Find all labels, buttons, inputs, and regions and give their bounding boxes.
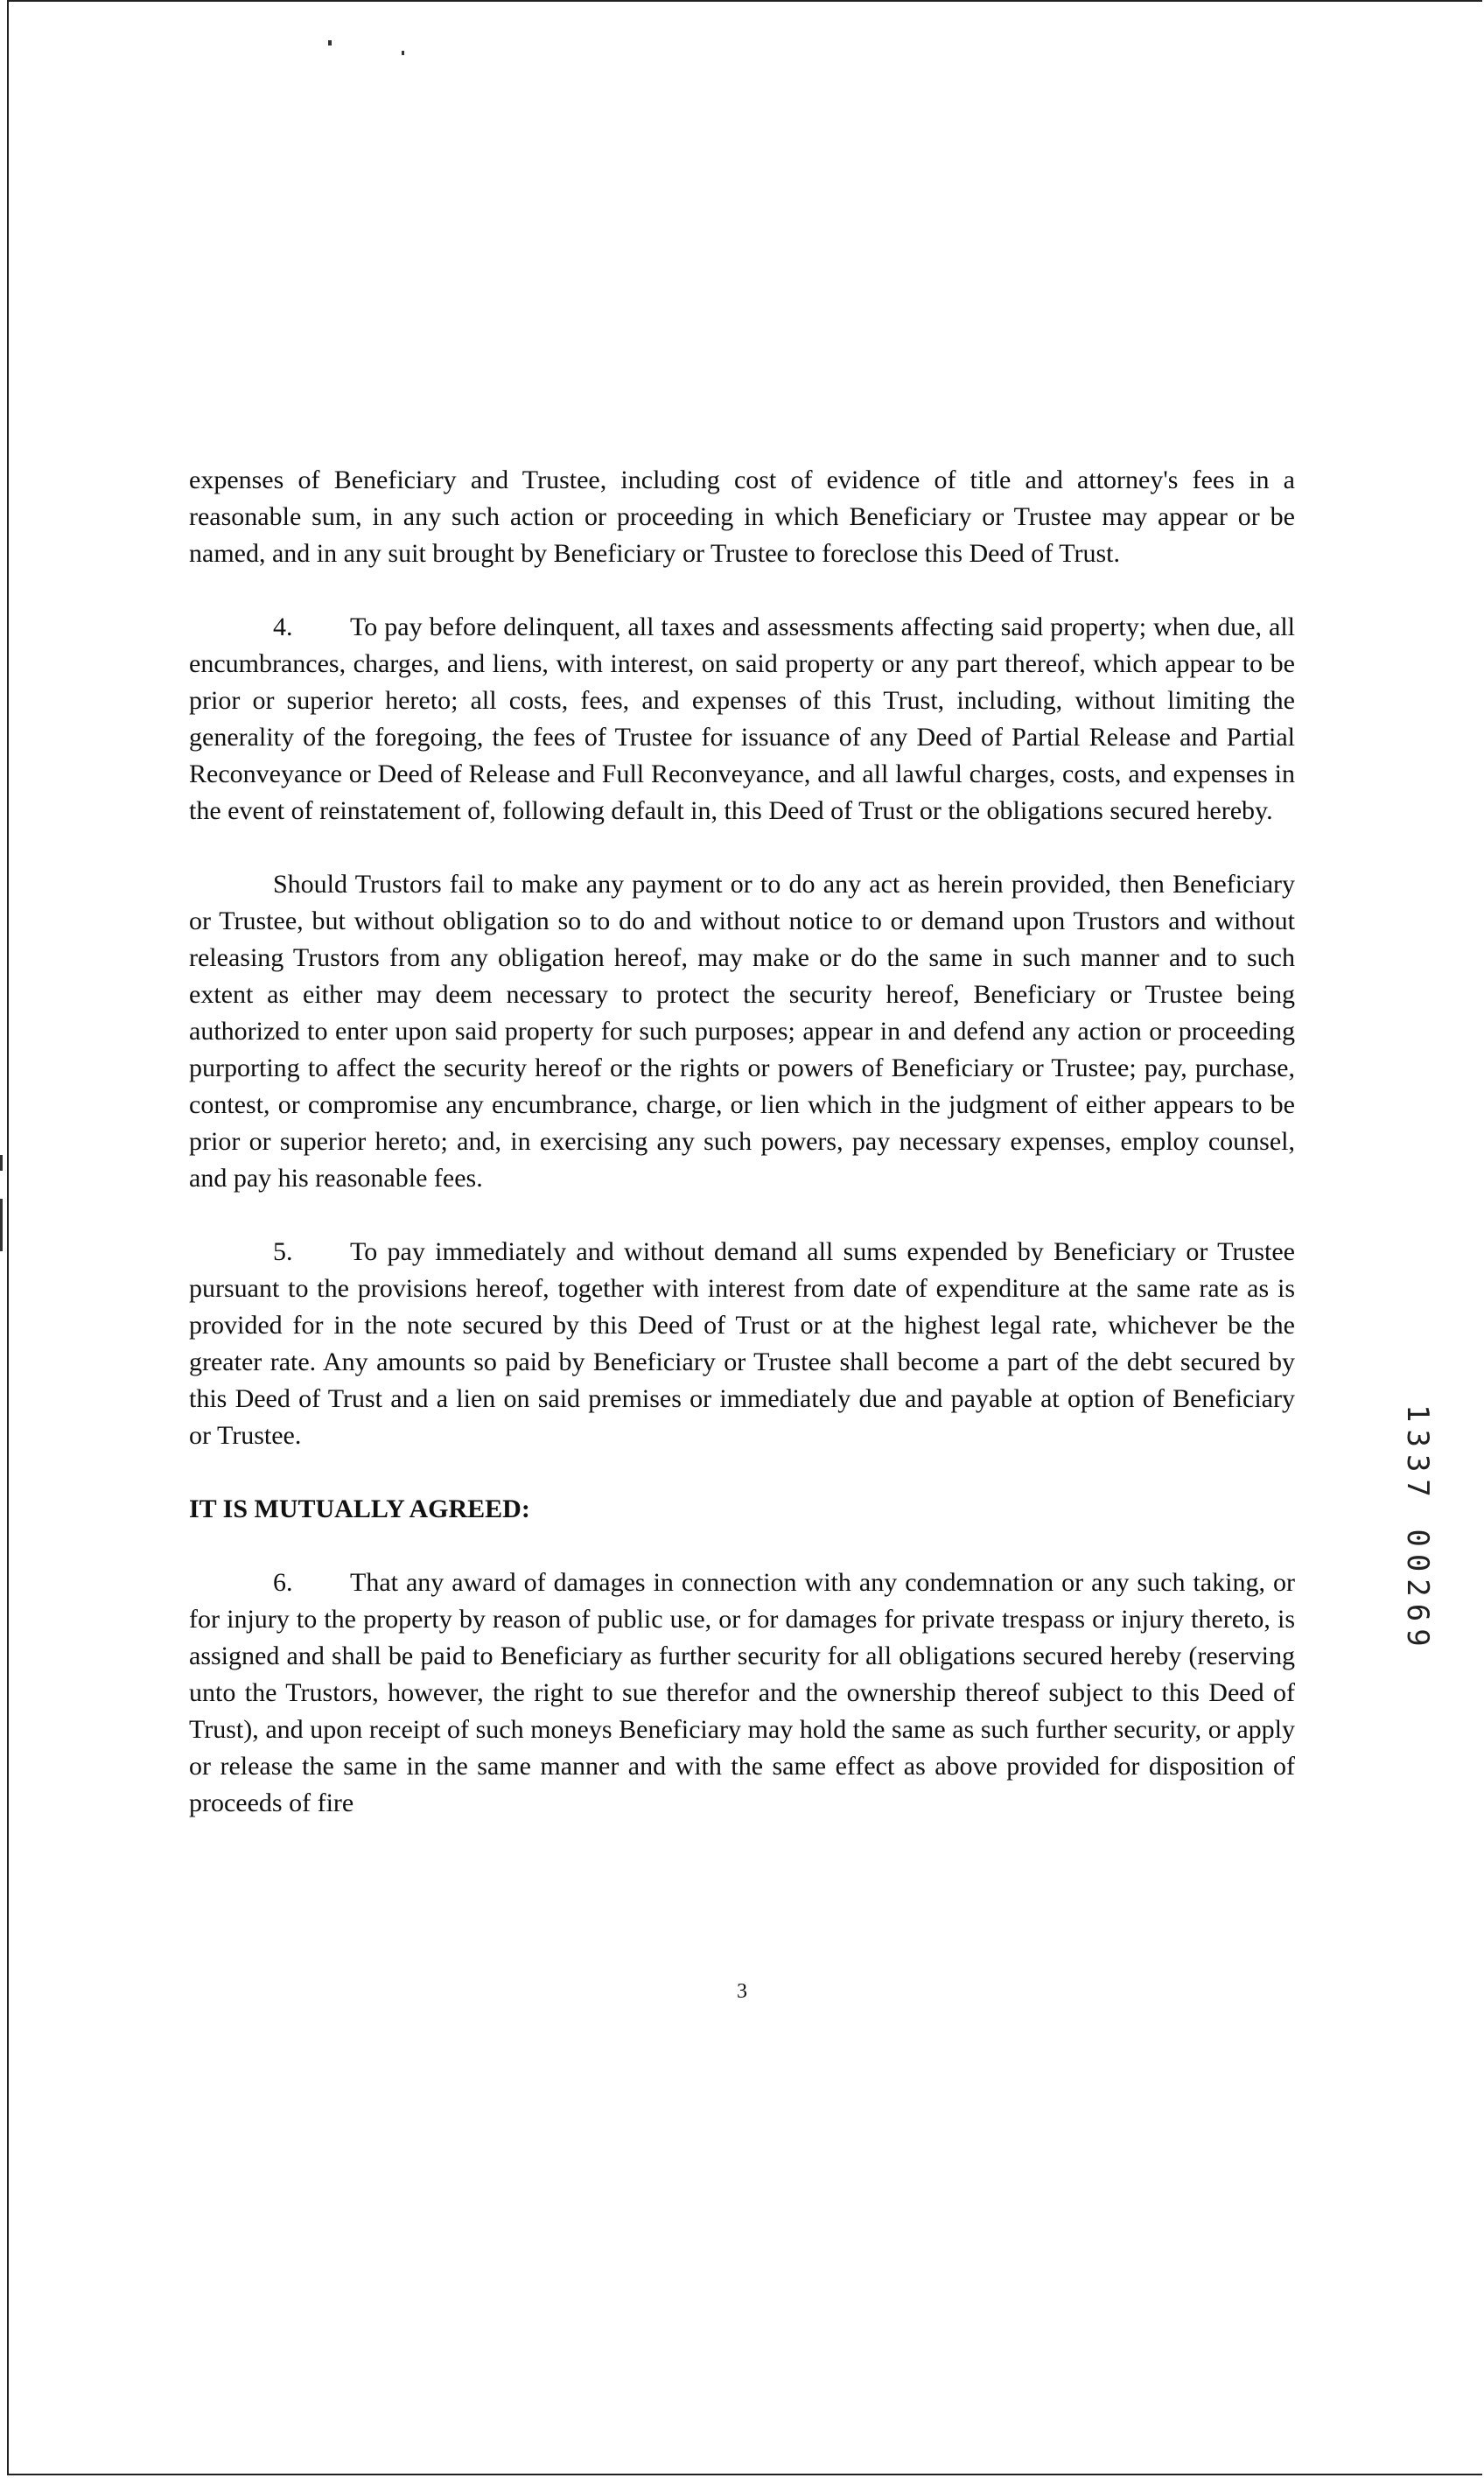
page-number: 3 (737, 1980, 747, 2003)
section-5-number: 5. (273, 1237, 293, 1266)
edge-mark (0, 1199, 3, 1251)
document-body (189, 462, 1295, 1858)
section-4-paragraph (189, 609, 1295, 830)
scan-speck (328, 40, 332, 46)
section-6-text: That any award of damages in connection with any condemnation or any such taking, or for injury to the property by reason of public use, or for damages for private trespass or injury thereto, is assigned and shall be paid to Beneficiary as further security for all obligations secured hereby (reserving unto the Trustors, however, the right to sue therefor and the ownership thereof subject to this Deed of Trust), and upon receipt of such moneys Beneficiary may hold the same as such further security, or apply or release the same in the same manner and with the same effect as above provided for disposition of proceeds of fire (189, 1568, 1295, 1817)
section-5-text: To pay immediately and without demand all sums expended by Beneficiary or Trustee pursuant to the provisions hereof, together with interest from date of expenditure at the same rate as is provided for in the note secured by this Deed of Trust or at the highest legal rate, whichever be the greater rate. Any amounts so paid by Beneficiary or Trustee shall become a part of the debt secured by this Deed of Trust and a lien on said premises or immediately due and payable at option of Beneficiary or Trustee. (189, 1237, 1295, 1450)
should-trustors-paragraph: Should Trustors fail to make any payment or to do any act as herein provided, then Beneficiary or Trustee, but without obligation so to do and without notice to or demand upon Trustors and without releasing Trustors from any obligation hereof, may make or do the same in such manner and to such extent as either may deem necessary to protect the security hereof, Beneficiary or Trustee being authorized to enter upon said property for such purposes; appear in and defend any action or proceeding purporting to affect the security hereof or the rights or powers of Beneficiary or Trustee; pay, purchase, contest, or compromise any encumbrance, charge, or lien which in the judgment of either appears to be prior or superior hereto; and, in exercising any such powers, pay necessary expenses, employ counsel, and pay his reasonable fees. (189, 870, 1295, 1193)
section-5-paragraph (189, 1234, 1295, 1454)
mutually-agreed-heading: IT IS MUTUALLY AGREED: (189, 1494, 530, 1523)
edge-mark (0, 1155, 3, 1171)
section-4-text: To pay before delinquent, all taxes and assessments affecting said property; when due, all encumbrances, charges, and liens, with interest, on said property or any part thereof, which appear to be prior or superior hereto; all costs, fees, and expenses of this Trust, including, without limiting the generality of the foregoing, the fees of Trustee for issuance of any Deed of Partial Release and Partial Reconveyance or Deed of Release and Full Reconveyance, and all lawful charges, costs, and expenses in the event of reinstatement of, following default in, this Deed of Trust or the obligations secured hereby. (189, 612, 1295, 825)
intro-paragraph: expenses of Beneficiary and Trustee, including cost of evidence of title and attorney's fees in a reasonable sum, in any such action or proceeding in which Beneficiary or Trustee may appear or be named, and in any suit brought by Beneficiary or Trustee to foreclose this Deed of Trust. (189, 466, 1295, 568)
scan-speck (402, 51, 404, 55)
book-page-stamp: 1337 00269 (1400, 1404, 1435, 1654)
section-6-paragraph (189, 1564, 1295, 1822)
section-6-number: 6. (273, 1568, 293, 1597)
section-4-number: 4. (273, 612, 293, 641)
